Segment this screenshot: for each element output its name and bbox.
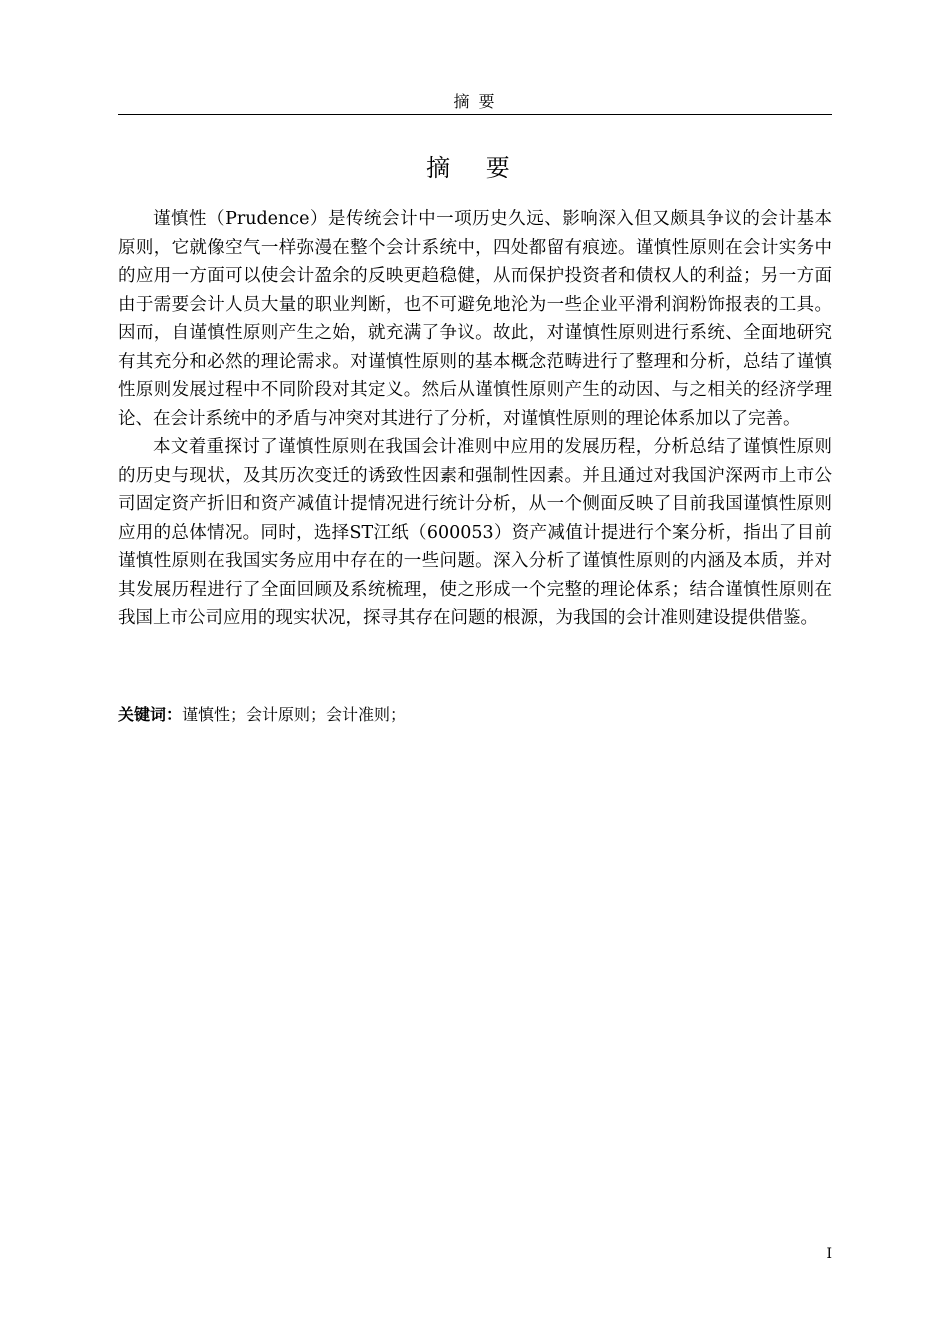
page-number: I	[826, 1246, 832, 1262]
keywords-label: 关键词：	[118, 705, 183, 724]
keywords-line	[118, 702, 832, 728]
abstract-paragraph-1: 谨慎性（Prudence）是传统会计中一项历史久远、影响深入但又颇具争议的会计基本原则，它就像空气一样弥漫在整个会计系统中，四处都留有痕迹。谨慎性原则在会计实务中的应用一方面可以使会计盈余的反映更趋稳健，从而保护投资者和债权人的利益；另一方面由于需要会计人员大量的职业判断，也不可避免地沦为一些企业平滑利润粉饰报表的工具。因而，自谨慎性原则产生之始，就充满了争议。故此，对谨慎性原则进行系统、全面地研究有其充分和必然的理论需求。对谨慎性原则的基本概念范畴进行了整理和分析，总结了谨慎性原则发展过程中不同阶段对其定义。然后从谨慎性原则产生的动因、与之相关的经济学理论、在会计系统中的矛盾与冲突对其进行了分析，对谨慎性原则的理论体系加以了完善。	[118, 209, 832, 429]
keywords-value: 谨慎性；会计原则；会计准则；	[182, 705, 407, 724]
running-header: 摘 要	[453, 92, 497, 111]
header-divider	[118, 114, 832, 115]
abstract-body	[118, 205, 832, 633]
page-title: 摘 要	[426, 154, 524, 183]
abstract-paragraph-2: 本文着重探讨了谨慎性原则在我国会计准则中应用的发展历程，分析总结了谨慎性原则的历史与现状，及其历次变迁的诱致性因素和强制性因素。并且通过对我国沪深两市上市公司固定资产折旧和资产减值计提情况进行统计分析，从一个侧面反映了目前我国谨慎性原则应用的总体情况。同时，选择ST江纸（600053）资产减值计提进行个案分析，指出了目前谨慎性原则在我国实务应用中存在的一些问题。深入分析了谨慎性原则的内涵及本质，并对其发展历程进行了全面回顾及系统梳理，使之形成一个完整的理论体系；结合谨慎性原则在我国上市公司应用的现实状况，探寻其存在问题的根源，为我国的会计准则建设提供借鉴。	[118, 437, 832, 628]
